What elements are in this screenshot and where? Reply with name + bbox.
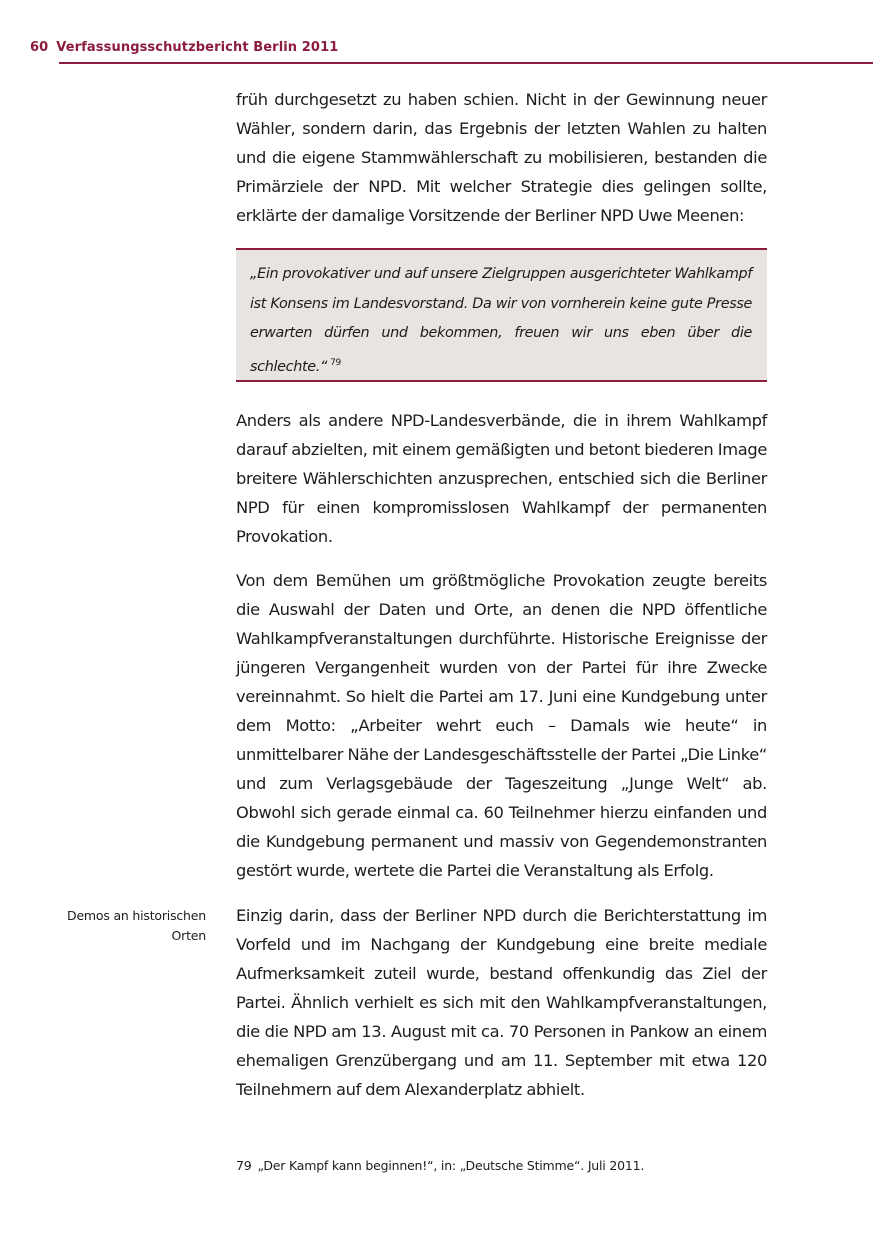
running-title: Verfassungsschutzbericht Berlin 2011 [56, 40, 339, 55]
footnote-number: 79 [236, 1158, 252, 1173]
header-rule [59, 62, 873, 64]
quote-footnote-ref: 79 [330, 357, 341, 368]
page-number: 60 [30, 40, 49, 55]
running-header [30, 40, 338, 55]
paragraph-4: Einzig darin, dass der Berliner NPD durch die Berichterstattung im Vorfeld und im Nachgang der Kundgebung eine breite mediale Aufmerksamkeit zuteil wurde, bestand offenkundig das Ziel der Partei. Ähnlich verhielt es sich mit den Wahlkampfveranstaltungen, die die NPD am 13. August mit ca. 70 Personen in Pankow an einem ehemaligen Grenzübergang und am 11. September mit etwa 120 Teilnehmern auf dem Alexanderplatz abhielt. [236, 906, 767, 1099]
footnote [236, 1157, 796, 1175]
quote-text [250, 260, 752, 382]
paragraph-2: Anders als andere NPD-Landesverbände, die in ihrem Wahlkampf darauf abzielten, mit einem gemäßigten und betont biederen Image breitere Wählerschichten anzusprechen, entschied sich die Berliner NPD für einen kompromisslosen Wahlkampf der permanenten Provokation. [236, 411, 767, 546]
footnote-text: „Der Kampf kann beginnen!“, in: „Deutsche Stimme“. Juli 2011. [257, 1158, 645, 1173]
quote-box [236, 248, 767, 382]
margin-note [40, 906, 206, 945]
quote-body: „Ein provokativer und auf unsere Zielgruppen ausgerichteter Wahlkampf ist Konsens im Landesvorstand. Da wir von vornherein keine gute Presse erwarten dürfen und bekommen, freuen wir uns eben über die schlechte.“ [250, 266, 752, 375]
paragraph-3: Von dem Bemühen um größtmögliche Provokation zeugte bereits die Auswahl der Daten und Orte, an denen die NPD öffentliche Wahlkampfveranstaltungen durchführte. Historische Ereignisse der jüngeren Vergangenheit wurden von der Partei für ihre Zwecke vereinnahmt. So hielt die Partei am 17. Juni eine Kundgebung unter dem Motto: „Arbeiter wehrt euch – Damals wie heute“ in unmittelbarer Nähe der Landesgeschäftsstelle der Partei „Die Linke“ und zum Verlagsgebäude der Tageszeitung „Junge Welt“ ab. Obwohl sich gerade einmal ca. 60 Teilnehmer hierzu einfanden und die Kundgebung permanent und massiv von Gegendemonstranten gestört wurde, wertete die Partei die Veranstaltung als Erfolg. [236, 571, 767, 880]
margin-note-line-1: Demos an historischen [67, 908, 206, 923]
paragraph-1: früh durchgesetzt zu haben schien. Nicht in der Gewinnung neuer Wähler, sondern darin, das Ergebnis der letzten Wahlen zu halten und die eigene Stammwählerschaft zu mobilisieren, bestanden die Primärziele der NPD. Mit welcher Strategie dies gelingen sollte, erklärte der damalige Vorsitzende der Berliner NPD Uwe Meenen: [236, 90, 767, 225]
margin-note-line-2: Orten [171, 927, 206, 943]
